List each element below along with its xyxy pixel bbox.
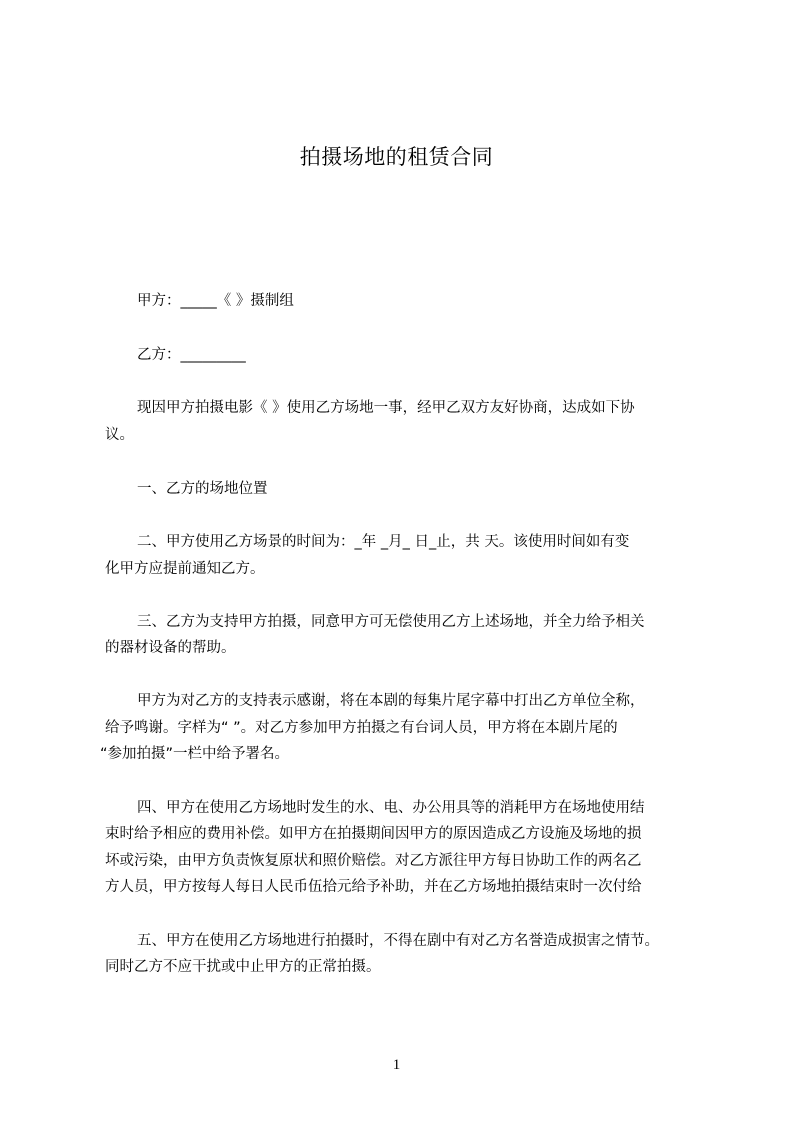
intro-line-2: 议。 [105, 427, 134, 443]
clause-1-heading: 一、乙方的场地位置 [137, 481, 268, 497]
page-number: 1 [392, 1057, 401, 1073]
thanks-line-2: 给予鸣谢。字样为“ ”。对乙方参加甲方拍摄之有台词人员，甲方将在本剧片尾的 [105, 720, 618, 736]
clause-4-line-1: 四、甲方在使用乙方场地时发生的水、电、办公用具等的消耗甲方在场地使用结 [137, 800, 645, 816]
thanks-line-3: “参加拍摄”一栏中给予署名。 [100, 746, 290, 762]
clause-4-line-4: 方人员，甲方按每人每日人民币伍拾元给予补助，并在乙方场地拍摄结束时一次付给 [105, 879, 642, 895]
clause-5-line-1: 五、甲方在使用乙方场地进行拍摄时，不得在剧中有对乙方名誉造成损害之情节。 [137, 933, 659, 949]
party-a-line: 甲方：_____《 》摄制组 [137, 293, 294, 309]
clause-4-line-3: 坏或污染，由甲方负责恢复原状和照价赔偿。对乙方派往甲方每日协助工作的两名乙 [105, 853, 642, 869]
clause-3-line-1: 三、乙方为支持甲方拍摄，同意甲方可无偿使用乙方上述场地，并全力给予相关 [137, 614, 645, 630]
clause-2-line-1: 二、甲方使用乙方场景的时间为：_年 _月_ 日_止，共 天。该使用时间如有变 [137, 534, 630, 550]
clause-3-line-2: 的器材设备的帮助。 [105, 640, 236, 656]
document-title: 拍摄场地的租赁合同 [299, 145, 494, 169]
clause-5-line-2: 同时乙方不应干扰或中止甲方的正常拍摄。 [105, 959, 381, 975]
party-b-line: 乙方：_________ [137, 347, 246, 363]
intro-line-1: 现因甲方拍摄电影《 》使用乙方场地一事，经甲乙双方友好协商，达成如下协 [137, 400, 635, 416]
clause-4-line-2: 束时给予相应的费用补偿。如甲方在拍摄期间因甲方的原因造成乙方设施及场地的损 [105, 826, 642, 842]
clause-2-line-2: 化甲方应提前通知乙方。 [105, 561, 265, 577]
thanks-line-1: 甲方为对乙方的支持表示感谢，将在本剧的每集片尾字幕中打出乙方单位全称， [137, 693, 645, 709]
